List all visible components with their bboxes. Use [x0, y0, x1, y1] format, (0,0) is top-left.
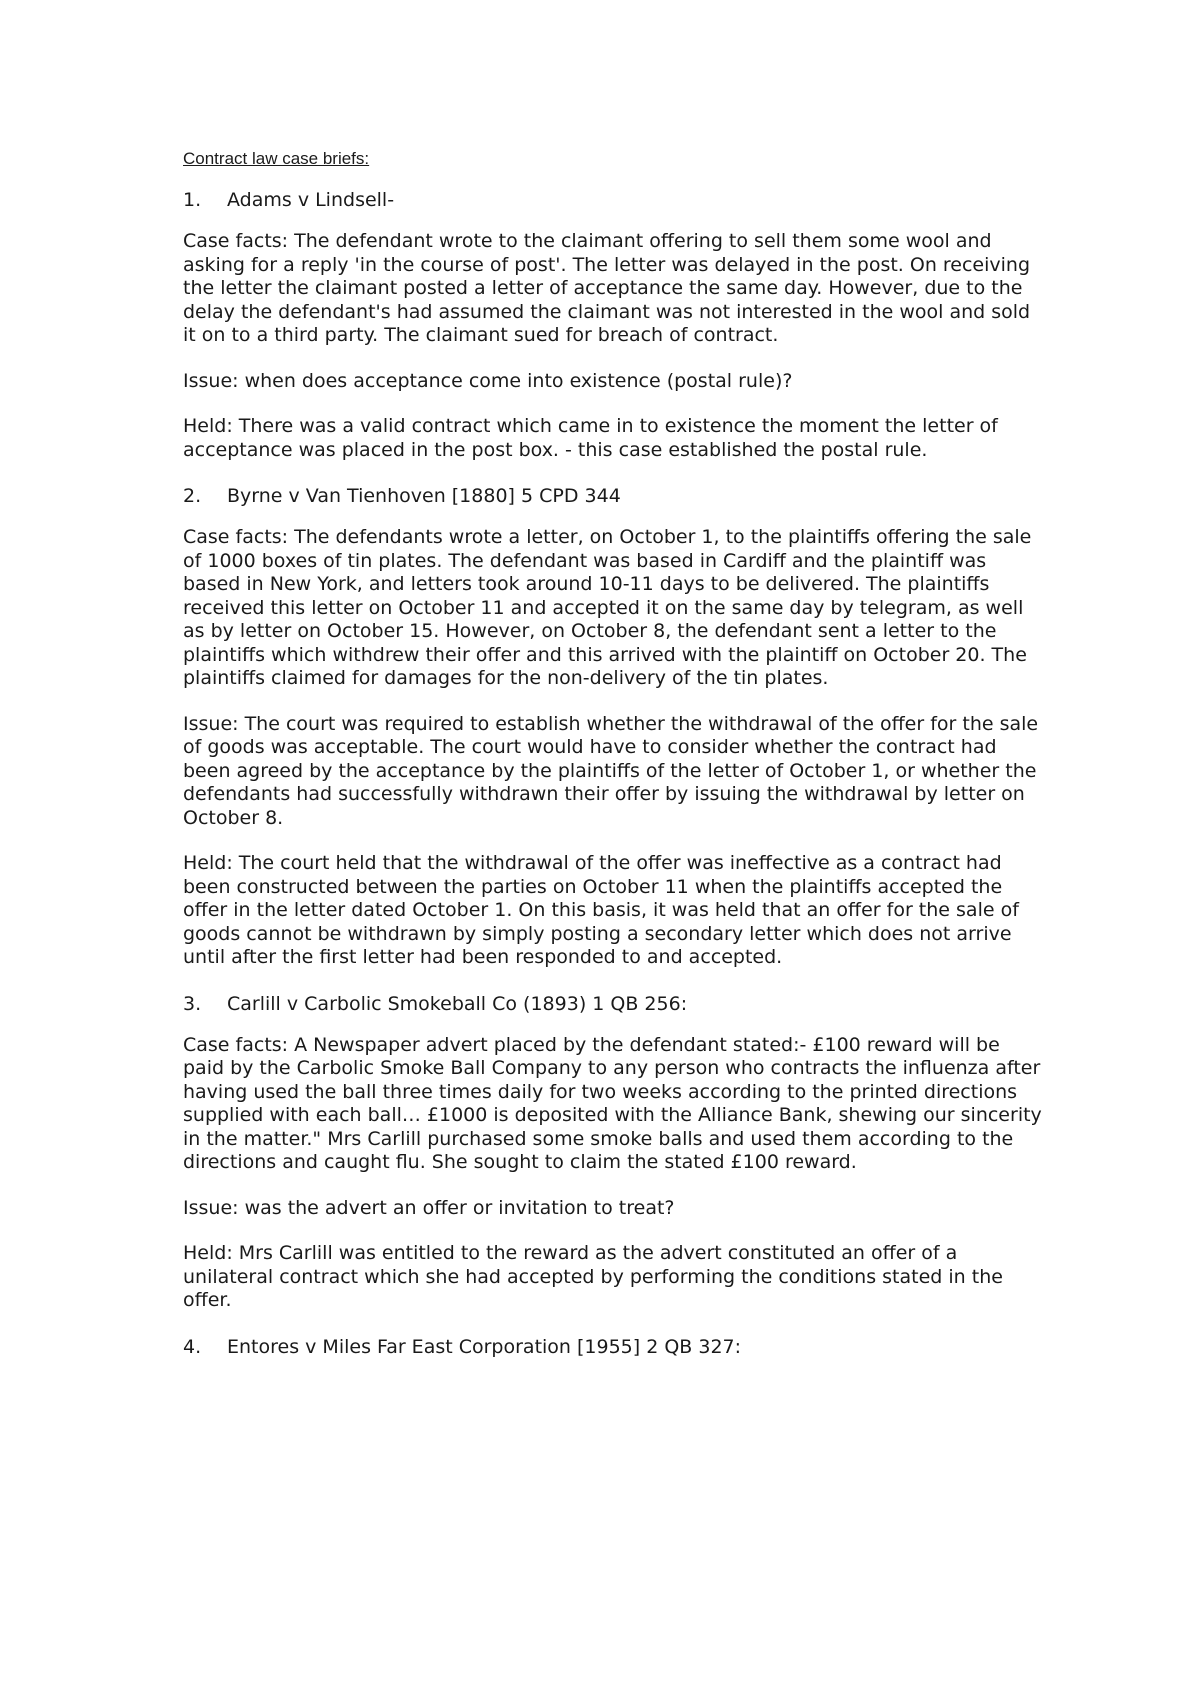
case-heading [183, 484, 1043, 508]
case-name: Adams v Lindsell- [227, 189, 395, 211]
case-number: 1. [183, 189, 202, 211]
case-facts-paragraph: Case facts: The defendants wrote a letter, on October 1, to the plaintiffs offering the sale of 1000 boxes of tin plates. The defendant was based in Cardiff and the plaintiff was based in New York, and letters took around 10-11 days to be delivered. The plaintiffs received this letter on October 11 and accepted it on the same day by telegram, as well as by letter on October 15. However, on October 8, the defendant sent a letter to the plaintiffs which withdrew their offer and this arrived with the plaintiff on October 20. The plaintiffs claimed for damages for the non-delivery of the tin plates. [183, 526, 1032, 689]
issue-paragraph: Issue: was the advert an offer or invitation to treat? [183, 1196, 675, 1219]
held-paragraph: Held: Mrs Carlill was entitled to the reward as the advert constituted an offer of a unilateral contract which she had accepted by performing the conditions stated in the offer. [183, 1242, 1003, 1311]
case-section [183, 992, 1043, 1313]
case-name: Byrne v Van Tienhoven [1880] 5 CPD 344 [227, 485, 621, 507]
case-section [183, 188, 1043, 462]
case-name: Carlill v Carbolic Smokeball Co (1893) 1 QB 256: [227, 992, 688, 1015]
case-number: 4. [183, 1335, 202, 1358]
held-paragraph: Held: The court held that the withdrawal of the offer was ineffective as a contract had been constructed between the parties on October 11 when the plaintiffs accepted the offer in the letter dated October 1. On this basis, it was held that an offer for the sale of goods cannot be withdrawn by simply posting a secondary letter which does not arrive until after the first letter had been responded to and accepted. [183, 852, 1019, 968]
case-number: 3. [183, 992, 202, 1015]
document-title: Contract law case briefs: [183, 149, 370, 168]
issue-paragraph: Issue: The court was required to establish whether the withdrawal of the offer for the sale of goods was acceptable. The court would have to consider whether the contract had been agreed by the acceptance by the plaintiffs of the letter of October 1, or whether the defendants had successfully withdrawn their offer by issuing the withdrawal by letter on October 8. [183, 712, 1039, 829]
case-heading [183, 188, 1043, 212]
case-number: 2. [183, 485, 202, 507]
case-section [183, 1335, 1043, 1359]
case-heading [183, 992, 1043, 1016]
issue-paragraph: Issue: when does acceptance come into existence (postal rule)? [183, 369, 793, 392]
case-facts-paragraph: Case facts: The defendant wrote to the claimant offering to sell them some wool and asking for a reply 'in the course of post'. The letter was delayed in the post. On receiving the letter the claimant posted a letter of acceptance the same day. However, due to the delay the defendant's had assumed the claimant was not interested in the wool and sold it on to a third party. The claimant sued for breach of contract. [183, 230, 1031, 346]
case-heading [183, 1335, 1043, 1359]
document-body [183, 146, 1043, 1377]
case-section [183, 484, 1043, 970]
held-paragraph: Held: There was a valid contract which came in to existence the moment the letter of acceptance was placed in the post box. - this case established the postal rule. [183, 415, 998, 461]
case-name: Entores v Miles Far East Corporation [1955] 2 QB 327: [227, 1335, 742, 1358]
case-facts-paragraph: Case facts: A Newspaper advert placed by the defendant stated:- £100 reward will be paid by the Carbolic Smoke Ball Company to any person who contracts the influenza after having used the ball three times daily for two weeks according to the printed directions supplied with each ball… £1000 is deposited with the Alliance Bank, shewing our sincerity in the matter." Mrs Carlill purchased some smoke balls and used them according to the directions and caught flu. She sought to claim the stated £100 reward. [183, 1033, 1042, 1173]
